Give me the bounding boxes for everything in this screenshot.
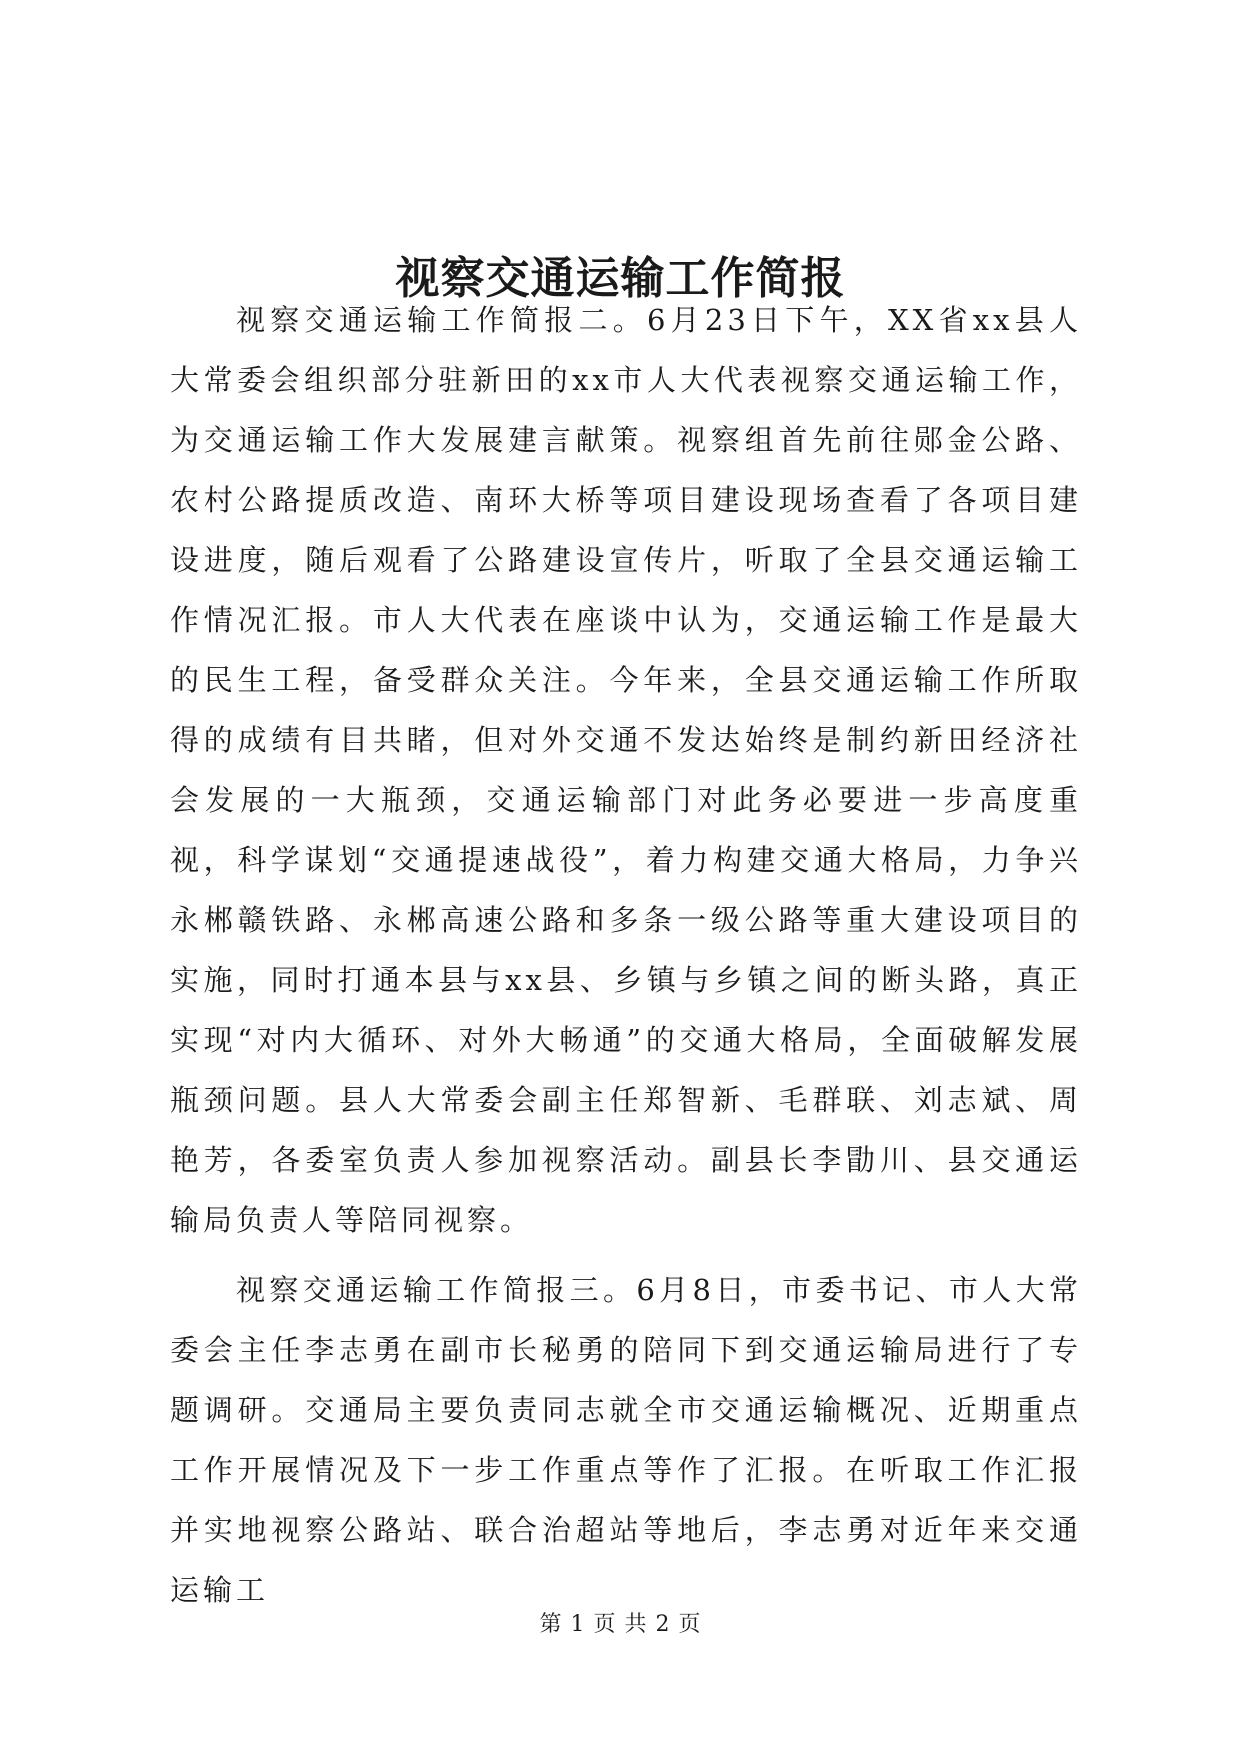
page-footer: 第 1 页 共 2 页 [539,1612,702,1637]
document-title: 视察交通运输工作简报 [395,253,846,305]
paragraph-report-two: 视察交通运输工作简报二。6月23日下午，XX省xx县人大常委会组织部分驻新田的xx市人大代表视察交通运输工作，为交通运输工作大发展建言献策。视察组首先前往郧金公路、农村公路提质改造、南环大桥等项目建设现场查看了各项目建设进度，随后观看了公路建设宣传片，听取了全县交通运输工作情况汇报。市人大代表在座谈中认为，交通运输工作是最大的民生工程，备受群众关注。今年来，全县交通运输工作所取得的成绩有目共睹，但对外交通不发达始终是制约新田经济社会发展的一大瓶颈，交通运输部门对此务必要进一步高度重视，科学谋划“交通提速战役”，着力构建交通大格局，力争兴永郴赣铁路、永郴高速公路和多条一级公路等重大建设项目的实施，同时打通本县与xx县、乡镇与乡镇之间的断头路，真正实现“对内大循环、对外大畅通”的交通大格局，全面破解发展瓶颈问题。县人大常委会副主任郑智新、毛群联、刘志斌、周艳芳，各委室负责人参加视察活动。副县长李勖川、县交通运输局负责人等陪同视察。 [170,303,1082,1237]
document-body [170,290,1082,1620]
paragraph-report-three: 视察交通运输工作简报三。6月8日，市委书记、市人大常委会主任李志勇在副市长秘勇的陪同下到交通运输局进行了专题调研。交通局主要负责同志就全市交通运输概况、近期重点工作开展情况及下一步工作重点等作了汇报。在听取工作汇报并实地视察公路站、联合治超站等地后，李志勇对近年来交通运输工 [170,1273,1082,1607]
